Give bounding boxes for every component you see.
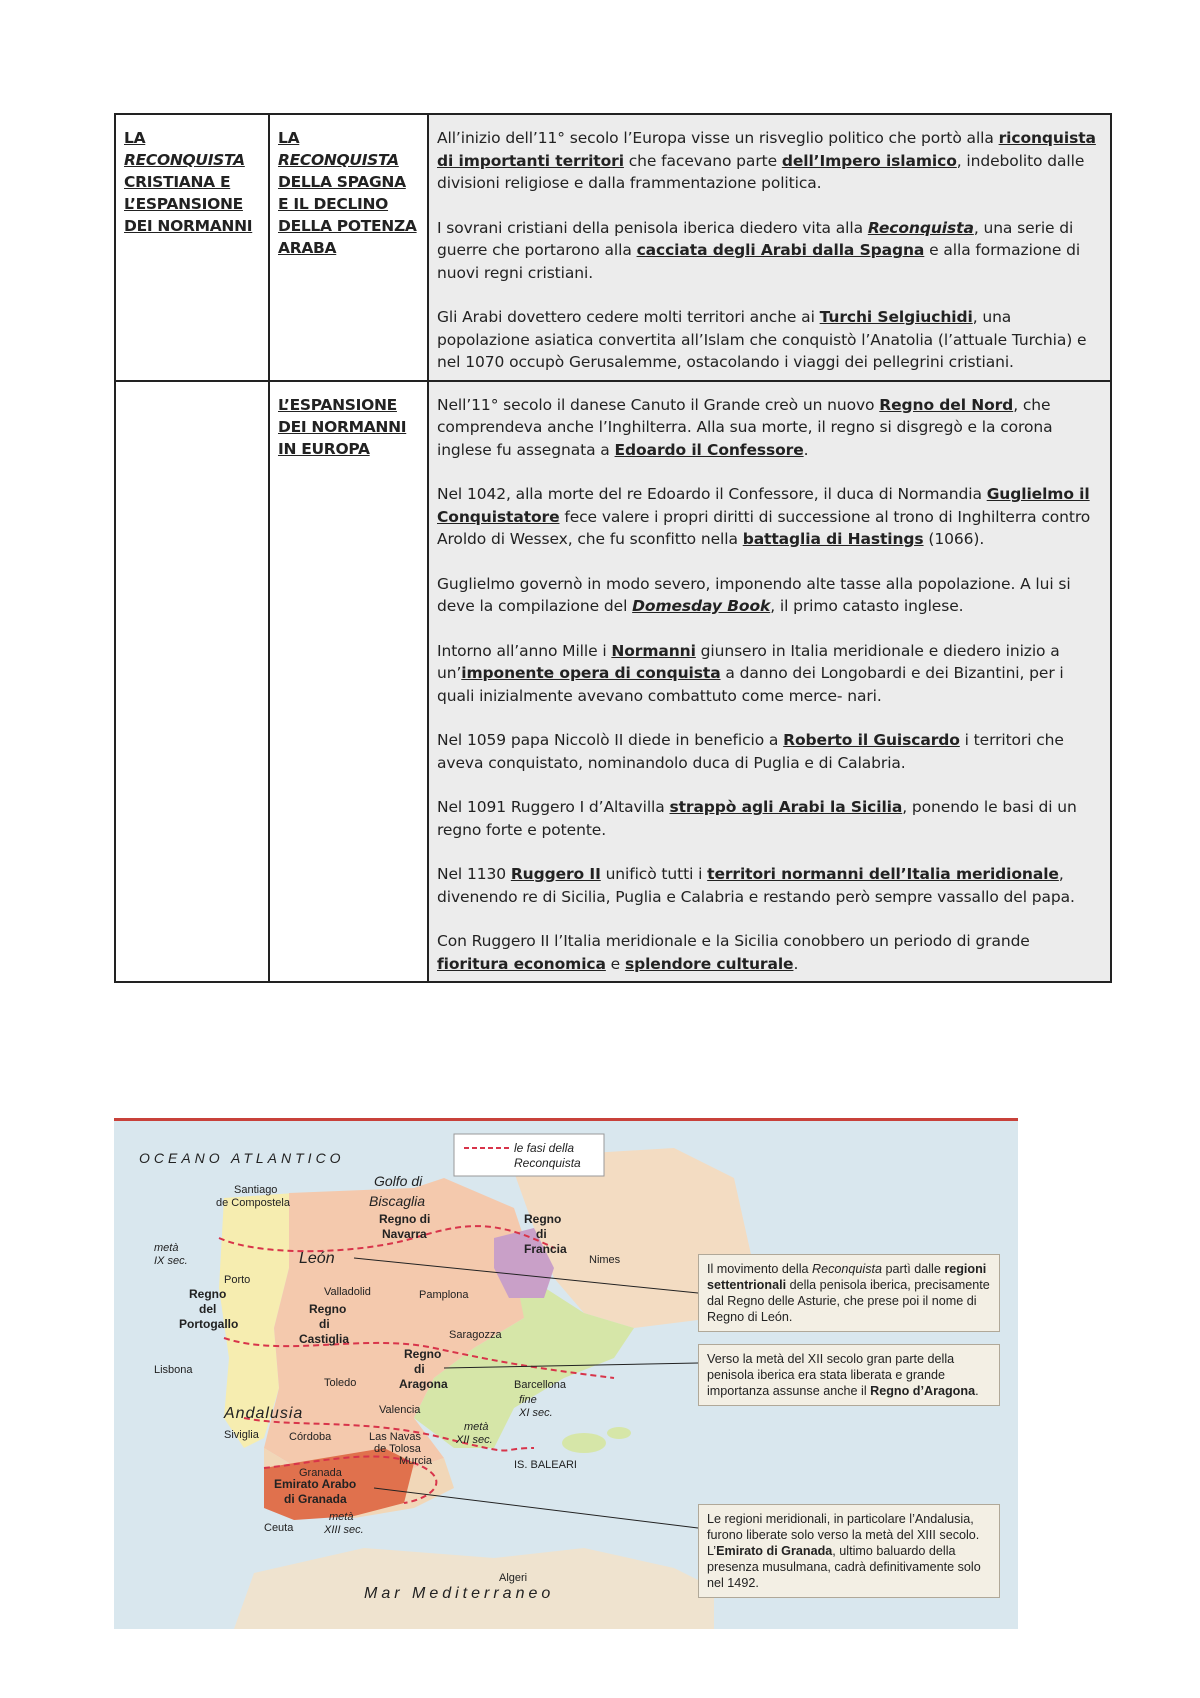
sea-label: Mar Mediterraneo	[364, 1585, 555, 1602]
topic-cell	[115, 381, 269, 983]
key-term: Normanni	[611, 641, 696, 660]
key-term: Domesday Book	[632, 597, 771, 615]
subtopic-cell	[269, 381, 428, 983]
key-term: Edoardo il Confessore	[614, 440, 804, 459]
key-term: regioni settentrionali	[707, 1262, 987, 1292]
city-label: Porto	[224, 1274, 251, 1286]
aragon-label: Regno	[404, 1347, 442, 1361]
legend-text: le fasi della	[514, 1141, 575, 1155]
castile-label: Castiglia	[299, 1332, 350, 1346]
city-label: Las Navas	[369, 1431, 421, 1443]
text-segment: unificò tutti i	[600, 865, 708, 883]
content-paragraph	[437, 394, 1104, 462]
text-segment: , ultimo baluardo della presenza musulmana, cadrà definitivamente solo nel 1492.	[707, 1544, 981, 1590]
phase-label: XII sec.	[456, 1434, 493, 1446]
key-term: Roberto il Guiscardo	[783, 731, 960, 749]
key-term: Regno d’Aragona	[870, 1384, 976, 1398]
navarra-label: Regno di	[379, 1212, 431, 1226]
phase-label: XIII sec.	[324, 1524, 364, 1536]
phase-label: metà	[464, 1421, 489, 1433]
portugal-label: Regno	[189, 1287, 227, 1301]
key-term: fioritura economica	[437, 954, 606, 973]
content-paragraph	[437, 930, 1104, 975]
key-term: Regno del Nord	[879, 395, 1014, 414]
phase-label: IX sec.	[154, 1255, 188, 1267]
key-term: imponente opera di conquista	[461, 664, 721, 682]
city-label: Murcia	[399, 1455, 433, 1467]
france-label: di	[536, 1227, 547, 1241]
text-segment: , il primo catasto inglese.	[770, 597, 964, 615]
city-label: Algeri	[499, 1572, 528, 1584]
top-rule	[114, 1118, 1018, 1121]
key-term: Turchi Selgiuchidi	[819, 308, 973, 326]
city-label: Saragozza	[449, 1329, 502, 1341]
text-segment: Reconquista	[812, 1262, 883, 1276]
subtopic-label: LA RECONQUISTA DELLA SPAGNA E IL DECLINO DELLA POTENZA ARABA	[278, 129, 417, 257]
content-cell	[428, 114, 1111, 381]
france-label: Regno	[524, 1212, 562, 1226]
city-label: Siviglia	[224, 1429, 259, 1441]
text-segment: , ponendo le basi di un regno forte e potente.	[437, 798, 1077, 839]
table-row	[115, 114, 1111, 381]
map-caption	[698, 1344, 1000, 1406]
portugal-label: del	[199, 1302, 217, 1316]
phase-label: metà	[154, 1242, 179, 1254]
key-term: strappò agli Arabi la Sicilia	[669, 798, 903, 816]
city-label: Valencia	[379, 1404, 421, 1416]
text-segment: All’inizio dell’11° secolo l’Europa visse un risveglio politico che portò alla	[437, 129, 999, 147]
content-paragraph	[437, 573, 1104, 618]
text-segment: Nel 1042, alla morte del re Edoardo il Confessore, il duca di Normandia	[437, 485, 987, 503]
text-segment: e	[605, 954, 625, 973]
content-paragraph	[437, 640, 1104, 708]
content-paragraph	[437, 863, 1104, 908]
key-term: dell’Impero islamico	[781, 151, 957, 170]
portugal-label: Portogallo	[179, 1317, 239, 1331]
text-segment: I sovrani cristiani della penisola iberica diedero vita alla	[437, 218, 868, 237]
phase-label: XI sec.	[519, 1407, 553, 1419]
key-term: riconquista di importanti territori	[437, 129, 1096, 170]
text-segment: , indebolito dalle divisioni religiose e dalla frammentazione politica.	[437, 151, 1085, 192]
content-paragraphs	[437, 394, 1104, 976]
summary-table	[114, 113, 1112, 983]
phase-label: fine	[519, 1394, 537, 1406]
city-label: Valladolid	[324, 1286, 371, 1298]
city-label: Pamplona	[419, 1289, 469, 1301]
key-term: Emirato di Granada	[716, 1544, 833, 1558]
content-paragraph	[437, 217, 1104, 285]
text-segment: Nel 1091 Ruggero I d’Altavilla	[437, 798, 670, 816]
map-caption	[698, 1254, 1000, 1332]
balearic-islands	[562, 1433, 606, 1453]
text-segment: Nel 1130	[437, 865, 511, 883]
granada-label: di Granada	[284, 1492, 347, 1506]
balearic-islands	[607, 1427, 631, 1439]
castile-label: Regno	[309, 1302, 347, 1316]
text-segment: Il movimento della	[707, 1262, 812, 1276]
france-label: Francia	[524, 1242, 567, 1256]
leon-label: León	[299, 1250, 335, 1267]
key-term: territori normanni dell’Italia meridionale	[707, 865, 1059, 883]
aragon-label: di	[414, 1362, 425, 1376]
text-segment: Guglielmo governò in modo severo, imponendo alte tasse alla popolazione. A lui si deve la compilazione del	[437, 574, 1071, 615]
subtopic-cell	[269, 114, 428, 381]
granada-label: Emirato Arabo	[274, 1477, 357, 1491]
text-segment: della penisola iberica, precisamente dal Regno delle Asturie, che prese poi il nome di Regno di León.	[707, 1278, 990, 1324]
city-label: Lisbona	[154, 1364, 193, 1376]
content-cell	[428, 381, 1111, 983]
aragon-label: Aragona	[399, 1377, 448, 1391]
text-segment: Le regioni meridionali, in particolare l’Andalusia, furono liberate solo verso la metà del XIII secolo. L’	[707, 1512, 980, 1558]
content-paragraph	[437, 127, 1104, 195]
reconquista-map	[114, 1118, 1018, 1629]
city-label: de Tolosa	[374, 1443, 421, 1455]
gulf-label: Biscaglia	[369, 1193, 426, 1209]
key-term: Ruggero II	[510, 865, 601, 883]
text-segment: a danno dei Longobardi e dei Bizantini, per i quali inizialmente avevano combattuto come merce- nari.	[437, 664, 1064, 705]
city-label: de Compostela	[216, 1197, 290, 1209]
text-segment: .	[793, 954, 799, 973]
andalusia-label: Andalusia	[224, 1405, 304, 1422]
city-label: Santiago	[234, 1184, 278, 1196]
baleari-label: IS. BALEARI	[514, 1459, 577, 1471]
content-paragraph	[437, 306, 1104, 374]
text-segment: Verso la metà del XII secolo gran parte della penisola iberica era stata liberata e grande importanza assunse anche il	[707, 1352, 955, 1398]
text-segment: che facevano parte	[623, 151, 782, 170]
subtopic-label: L’ESPANSIONE DEI NORMANNI IN EUROPA	[278, 395, 407, 458]
key-term: cacciata degli Arabi dalla Spagna	[636, 241, 925, 259]
text-segment: partì dalle	[882, 1262, 945, 1276]
content-paragraph	[437, 729, 1104, 774]
content-paragraph	[437, 796, 1104, 841]
text-segment: Gli Arabi dovettero cedere molti territori anche ai	[437, 308, 820, 326]
key-term: Guglielmo il Conquistatore	[437, 485, 1090, 526]
content-paragraph	[437, 483, 1104, 551]
text-segment: , che comprendeva anche l’Inghilterra. Alla sua morte, il regno si disgregò e la corona inglese fu assegnata a	[437, 395, 1053, 459]
text-segment: , una serie di guerre che portarono alla	[437, 218, 1074, 259]
city-label: Córdoba	[289, 1431, 332, 1443]
text-segment: Nel 1059 papa Niccolò II diede in beneficio a	[437, 731, 784, 749]
key-term: splendore culturale	[624, 954, 794, 973]
city-label: Granada	[299, 1467, 342, 1479]
text-segment: fece valere i propri diritti di successione al trono di Inghilterra contro Aroldo di Wessex, che fu sconfitto nella	[437, 507, 1091, 548]
city-label: Nimes	[589, 1254, 621, 1266]
text-segment: Intorno all’anno Mille i	[437, 641, 612, 660]
legend-text: Reconquista	[514, 1156, 581, 1170]
text-segment: giunsero in Italia meridionale e diedero inizio a un’	[437, 641, 1060, 682]
text-segment: Nell’11° secolo il danese Canuto il Grande creò un nuovo	[437, 395, 880, 414]
key-term: battaglia di Hastings	[742, 530, 924, 548]
ocean-label: OCEANO ATLANTICO	[139, 1150, 345, 1166]
text-segment: i territori che aveva conquistato, nominandolo duca di Puglia e di Calabria.	[437, 731, 1064, 772]
text-segment: e alla formazione di nuovi regni cristiani.	[437, 241, 1081, 282]
text-segment: , divenendo re di Sicilia, Puglia e Calabria e restando però sempre vassallo del papa.	[437, 865, 1075, 906]
city-label: Ceuta	[264, 1522, 294, 1534]
content-paragraphs	[437, 127, 1104, 374]
phase-label: metà	[329, 1511, 354, 1523]
topic-cell	[115, 114, 269, 381]
gulf-label: Golfo di	[374, 1173, 423, 1189]
navarra-label: Navarra	[382, 1227, 427, 1241]
city-label: Barcellona	[514, 1379, 566, 1391]
topic-label: LA RECONQUISTA CRISTIANA E L’ESPANSIONE DEI NORMANNI	[124, 129, 253, 235]
text-segment: .	[975, 1384, 979, 1398]
city-label: Toledo	[324, 1377, 357, 1389]
map-caption	[698, 1504, 1000, 1598]
text-segment: Con Ruggero II l’Italia meridionale e la Sicilia conobbero un periodo di grande	[437, 932, 1030, 950]
key-term: Reconquista	[867, 218, 974, 237]
table-row	[115, 381, 1111, 983]
text-segment: , una popolazione asiatica convertita all’Islam che conquistò l’Anatolia (l’attuale Turchia) e nel 1070 occupò Gerusalemme, ostacolando i viaggi dei pellegrini cristiani.	[437, 308, 1087, 371]
text-segment: (1066).	[923, 530, 985, 548]
castile-label: di	[319, 1317, 330, 1331]
text-segment: .	[803, 440, 809, 459]
